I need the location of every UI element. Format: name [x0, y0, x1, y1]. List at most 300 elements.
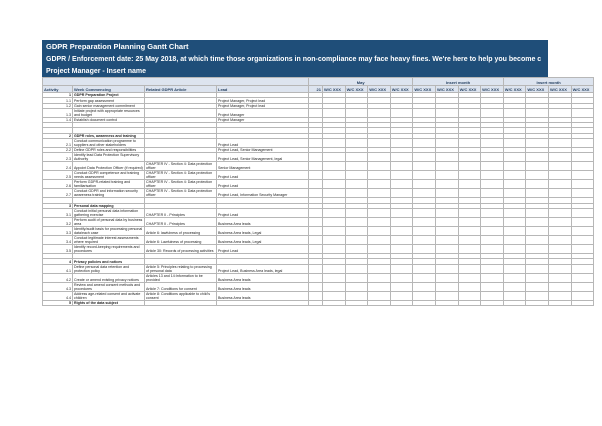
week-cell[interactable] — [413, 226, 436, 235]
task-lead[interactable]: Project Lead, Senior Management, legal — [217, 153, 309, 162]
week-cell[interactable] — [390, 226, 413, 235]
task-article[interactable]: CHAPTER II - Principles — [145, 208, 217, 217]
week-cell[interactable] — [548, 139, 571, 148]
week-cell[interactable] — [548, 291, 571, 300]
week-cell[interactable] — [435, 208, 458, 217]
task-lead[interactable]: Project Lead — [217, 171, 309, 180]
week-cell[interactable] — [458, 153, 481, 162]
task-number[interactable]: 3.4 — [43, 235, 73, 244]
task-activity[interactable]: Identify lead Data Protection Supervisory Authority — [73, 153, 145, 162]
task-article[interactable] — [145, 300, 217, 305]
week-cell[interactable] — [345, 180, 368, 189]
task-activity[interactable]: Review and amend consent methods and procedures — [73, 282, 145, 291]
task-lead[interactable]: Project Manager, Project lead — [217, 103, 309, 108]
task-article[interactable]: CHAPTER IV - Section 4: Data protection officer — [145, 171, 217, 180]
week-cell[interactable] — [345, 235, 368, 244]
week-cell[interactable] — [548, 282, 571, 291]
week-cell[interactable] — [309, 108, 323, 117]
week-cell[interactable] — [323, 189, 346, 198]
week-cell[interactable] — [526, 139, 549, 148]
task-activity[interactable]: Conduct initial personal data information gathering exercise — [73, 208, 145, 217]
week-cell[interactable] — [323, 300, 346, 305]
week-cell[interactable] — [548, 235, 571, 244]
week-cell[interactable] — [413, 273, 436, 282]
task-activity[interactable]: Conduct communication programme to suppliers and other stakeholders — [73, 139, 145, 148]
task-article[interactable]: Article 7: Conditions for consent — [145, 282, 217, 291]
week-cell[interactable] — [571, 273, 594, 282]
week-cell[interactable] — [368, 282, 391, 291]
week-cell[interactable] — [526, 300, 549, 305]
week-cell[interactable] — [571, 291, 594, 300]
week-cell[interactable] — [548, 189, 571, 198]
task-number[interactable]: 1 — [43, 93, 73, 98]
week-cell[interactable] — [345, 189, 368, 198]
task-number[interactable]: 3.5 — [43, 244, 73, 253]
week-cell[interactable] — [390, 189, 413, 198]
task-article[interactable]: Article 6: lawfulness of processing — [145, 226, 217, 235]
week-cell[interactable] — [435, 171, 458, 180]
table-row[interactable] — [43, 139, 594, 148]
week-cell[interactable] — [548, 171, 571, 180]
task-number[interactable]: 1.2 — [43, 103, 73, 108]
table-row[interactable] — [43, 162, 594, 171]
week-cell[interactable] — [548, 264, 571, 273]
week-cell[interactable] — [413, 244, 436, 253]
task-activity[interactable]: Perform GDPR-related training and familiarisation — [73, 180, 145, 189]
week-cell[interactable] — [458, 108, 481, 117]
week-cell[interactable] — [458, 282, 481, 291]
week-cell[interactable] — [503, 208, 526, 217]
task-number[interactable]: 3 — [43, 203, 73, 208]
week-cell[interactable] — [413, 235, 436, 244]
week-cell[interactable] — [368, 162, 391, 171]
week-cell[interactable] — [413, 264, 436, 273]
task-activity[interactable]: Initiate project with appropriate resources and budget — [73, 108, 145, 117]
week-cell[interactable] — [435, 153, 458, 162]
week-cell[interactable] — [345, 217, 368, 226]
week-cell[interactable] — [345, 139, 368, 148]
task-number[interactable]: 2 — [43, 133, 73, 138]
week-cell[interactable] — [435, 162, 458, 171]
task-activity[interactable]: Address age-related consent and activate children — [73, 291, 145, 300]
week-cell[interactable] — [368, 235, 391, 244]
week-cell[interactable] — [309, 139, 323, 148]
week-cell[interactable] — [458, 226, 481, 235]
week-cell[interactable] — [435, 139, 458, 148]
week-cell[interactable] — [345, 291, 368, 300]
week-cell[interactable] — [323, 153, 346, 162]
task-article[interactable]: Articles 13 and 14:Information to be provided — [145, 273, 217, 282]
week-cell[interactable] — [481, 171, 504, 180]
task-article[interactable]: CHAPTER IV - Section 4: Data protection officer — [145, 180, 217, 189]
week-cell[interactable] — [503, 153, 526, 162]
week-cell[interactable] — [526, 244, 549, 253]
task-activity[interactable]: Perform gap assessment — [73, 98, 145, 103]
week-cell[interactable] — [458, 180, 481, 189]
week-cell[interactable] — [481, 153, 504, 162]
table-row[interactable] — [43, 180, 594, 189]
week-cell[interactable] — [323, 171, 346, 180]
task-lead[interactable]: Business Area leads — [217, 273, 309, 282]
week-cell[interactable] — [413, 108, 436, 117]
week-cell[interactable] — [413, 300, 436, 305]
week-cell[interactable] — [345, 226, 368, 235]
week-cell[interactable] — [323, 226, 346, 235]
week-cell[interactable] — [309, 208, 323, 217]
week-cell[interactable] — [390, 108, 413, 117]
week-cell[interactable] — [435, 291, 458, 300]
week-cell[interactable] — [413, 217, 436, 226]
task-lead[interactable]: Project Manager, Project lead — [217, 98, 309, 103]
week-cell[interactable] — [345, 244, 368, 253]
week-cell[interactable] — [323, 264, 346, 273]
task-activity[interactable]: Define GDPR roles and responsibilities — [73, 148, 145, 153]
month-insert-2[interactable]: Insert month — [503, 78, 594, 86]
week-cell[interactable] — [571, 282, 594, 291]
project-manager-label[interactable]: Project Manager - Insert name — [42, 66, 548, 77]
task-number[interactable]: 4.4 — [43, 291, 73, 300]
task-lead[interactable]: Project Lead, Business Area leads, legal — [217, 264, 309, 273]
table-row[interactable] — [43, 300, 594, 305]
week-cell[interactable] — [345, 108, 368, 117]
week-cell[interactable] — [390, 180, 413, 189]
task-article[interactable]: Article 30: Records of processing activities — [145, 244, 217, 253]
task-number[interactable]: 3.3 — [43, 226, 73, 235]
task-number[interactable]: 2.1 — [43, 139, 73, 148]
task-article[interactable] — [145, 108, 217, 117]
week-cell[interactable] — [503, 180, 526, 189]
task-activity[interactable]: GDPR roles, awareness and training — [73, 133, 145, 138]
week-cell[interactable] — [309, 189, 323, 198]
week-cell[interactable] — [458, 171, 481, 180]
table-row[interactable] — [43, 282, 594, 291]
week-cell[interactable] — [323, 180, 346, 189]
week-cell[interactable] — [526, 162, 549, 171]
task-article[interactable]: CHAPTER IV - Section 4: Data protection officer — [145, 189, 217, 198]
task-lead[interactable]: Project Lead — [217, 244, 309, 253]
week-cell[interactable] — [309, 235, 323, 244]
week-cell[interactable] — [368, 139, 391, 148]
week-cell[interactable] — [368, 180, 391, 189]
week-cell[interactable] — [526, 264, 549, 273]
week-cell[interactable] — [571, 153, 594, 162]
week-cell[interactable] — [309, 264, 323, 273]
table-row[interactable] — [43, 226, 594, 235]
week-cell[interactable] — [481, 282, 504, 291]
task-number[interactable]: 4.1 — [43, 264, 73, 273]
task-lead[interactable]: Project Lead — [217, 208, 309, 217]
week-cell[interactable] — [526, 180, 549, 189]
week-cell[interactable] — [571, 171, 594, 180]
week-cell[interactable] — [458, 162, 481, 171]
week-cell[interactable] — [458, 208, 481, 217]
week-cell[interactable] — [323, 139, 346, 148]
table-row[interactable] — [43, 235, 594, 244]
week-cell[interactable] — [435, 273, 458, 282]
table-row[interactable] — [43, 189, 594, 198]
week-cell[interactable] — [390, 217, 413, 226]
week-cell[interactable] — [571, 226, 594, 235]
week-cell[interactable] — [481, 244, 504, 253]
task-activity[interactable]: Conduct GDPR and information security awareness training — [73, 189, 145, 198]
task-activity[interactable]: Perform audit of personal data by business area — [73, 217, 145, 226]
table-row[interactable] — [43, 244, 594, 253]
week-cell[interactable] — [503, 235, 526, 244]
week-cell[interactable] — [571, 235, 594, 244]
week-cell[interactable] — [526, 208, 549, 217]
week-cell[interactable] — [458, 264, 481, 273]
week-cell[interactable] — [309, 226, 323, 235]
week-cell[interactable] — [390, 139, 413, 148]
week-cell[interactable] — [323, 235, 346, 244]
week-cell[interactable] — [571, 162, 594, 171]
task-lead[interactable]: Project Lead — [217, 139, 309, 148]
week-cell[interactable] — [481, 300, 504, 305]
task-article[interactable]: CHAPTER IV - Section 4: Data protection officer — [145, 162, 217, 171]
week-cell[interactable] — [526, 171, 549, 180]
week-cell[interactable] — [323, 217, 346, 226]
week-cell[interactable] — [481, 273, 504, 282]
week-cell[interactable] — [390, 244, 413, 253]
task-activity[interactable]: Conduct GDPR competence and training needs assessment — [73, 171, 145, 180]
task-article[interactable]: Article 8: Conditions applicable to child's consent — [145, 291, 217, 300]
week-cell[interactable] — [503, 171, 526, 180]
week-cell[interactable] — [368, 153, 391, 162]
week-cell[interactable] — [435, 300, 458, 305]
week-cell[interactable] — [435, 282, 458, 291]
week-cell[interactable] — [323, 291, 346, 300]
week-cell[interactable] — [548, 180, 571, 189]
week-cell[interactable] — [345, 300, 368, 305]
week-cell[interactable] — [368, 300, 391, 305]
week-cell[interactable] — [526, 282, 549, 291]
week-cell[interactable] — [503, 273, 526, 282]
week-cell[interactable] — [503, 300, 526, 305]
week-cell[interactable] — [368, 291, 391, 300]
week-cell[interactable] — [413, 189, 436, 198]
week-cell[interactable] — [413, 171, 436, 180]
task-activity[interactable]: Gain senior management commitment — [73, 103, 145, 108]
table-row[interactable] — [43, 108, 594, 117]
week-cell[interactable] — [503, 189, 526, 198]
task-number[interactable]: 3.1 — [43, 208, 73, 217]
week-cell[interactable] — [503, 139, 526, 148]
week-cell[interactable] — [526, 217, 549, 226]
task-activity[interactable]: Personal data mapping — [73, 203, 145, 208]
task-number[interactable]: 2.6 — [43, 180, 73, 189]
week-cell[interactable] — [345, 264, 368, 273]
week-cell[interactable] — [413, 180, 436, 189]
week-cell[interactable] — [413, 291, 436, 300]
task-lead[interactable]: Business Area leads — [217, 291, 309, 300]
task-number[interactable]: 2.2 — [43, 148, 73, 153]
week-cell[interactable] — [548, 162, 571, 171]
week-cell[interactable] — [323, 108, 346, 117]
week-cell[interactable] — [548, 217, 571, 226]
task-article[interactable]: Article 6: Lawfulness of processing — [145, 235, 217, 244]
week-cell[interactable] — [309, 217, 323, 226]
week-cell[interactable] — [390, 162, 413, 171]
task-lead[interactable]: Business Area leads, Legal — [217, 226, 309, 235]
week-cell[interactable] — [435, 189, 458, 198]
week-cell[interactable] — [390, 282, 413, 291]
week-cell[interactable] — [413, 153, 436, 162]
task-activity[interactable]: Conduct legitimate interest assessments where required — [73, 235, 145, 244]
week-cell[interactable] — [345, 208, 368, 217]
task-lead[interactable] — [217, 300, 309, 305]
task-lead[interactable]: Senior Management — [217, 162, 309, 171]
week-cell[interactable] — [390, 208, 413, 217]
week-cell[interactable] — [458, 217, 481, 226]
week-cell[interactable] — [503, 226, 526, 235]
task-number[interactable]: 3.2 — [43, 217, 73, 226]
task-number[interactable]: 4.3 — [43, 282, 73, 291]
week-cell[interactable] — [390, 291, 413, 300]
week-cell[interactable] — [323, 162, 346, 171]
week-cell[interactable] — [390, 264, 413, 273]
week-cell[interactable] — [481, 235, 504, 244]
week-cell[interactable] — [481, 162, 504, 171]
week-cell[interactable] — [368, 217, 391, 226]
week-cell[interactable] — [548, 273, 571, 282]
week-cell[interactable] — [503, 108, 526, 117]
week-cell[interactable] — [526, 235, 549, 244]
week-cell[interactable] — [458, 300, 481, 305]
task-lead[interactable]: Project Manager — [217, 117, 309, 122]
week-cell[interactable] — [458, 235, 481, 244]
week-cell[interactable] — [390, 153, 413, 162]
task-activity[interactable]: Privacy policies and notices — [73, 259, 145, 264]
week-cell[interactable] — [435, 226, 458, 235]
week-cell[interactable] — [345, 162, 368, 171]
week-cell[interactable] — [458, 139, 481, 148]
week-cell[interactable] — [368, 108, 391, 117]
table-row[interactable] — [43, 171, 594, 180]
week-cell[interactable] — [571, 208, 594, 217]
week-cell[interactable] — [481, 226, 504, 235]
week-cell[interactable] — [481, 217, 504, 226]
task-lead[interactable]: Project Lead, Senior Management — [217, 148, 309, 153]
week-cell[interactable] — [571, 217, 594, 226]
week-cell[interactable] — [413, 282, 436, 291]
task-number[interactable]: 2.7 — [43, 189, 73, 198]
week-cell[interactable] — [323, 282, 346, 291]
week-cell[interactable] — [390, 273, 413, 282]
table-row[interactable] — [43, 217, 594, 226]
task-number[interactable]: 5 — [43, 300, 73, 305]
week-cell[interactable] — [413, 139, 436, 148]
week-cell[interactable] — [435, 244, 458, 253]
task-activity[interactable]: Create or amend existing privacy notices — [73, 273, 145, 282]
week-cell[interactable] — [345, 282, 368, 291]
task-number[interactable]: 4.2 — [43, 273, 73, 282]
task-article[interactable]: Article 5: Principles relating to processing of personal data — [145, 264, 217, 273]
week-cell[interactable] — [458, 273, 481, 282]
table-row[interactable] — [43, 264, 594, 273]
task-activity[interactable]: Identify/audit basis for processing personal data/each case — [73, 226, 145, 235]
week-cell[interactable] — [481, 291, 504, 300]
task-number[interactable]: 1.4 — [43, 117, 73, 122]
week-cell[interactable] — [458, 244, 481, 253]
week-cell[interactable] — [323, 273, 346, 282]
week-cell[interactable] — [481, 108, 504, 117]
task-lead[interactable]: Business Area leads — [217, 217, 309, 226]
week-cell[interactable] — [571, 139, 594, 148]
week-cell[interactable] — [368, 226, 391, 235]
task-number[interactable]: 1.1 — [43, 98, 73, 103]
task-lead[interactable]: Business Area leads — [217, 282, 309, 291]
task-lead[interactable]: Project Lead, Information Security Manager — [217, 189, 309, 198]
task-lead[interactable]: Project Manager — [217, 108, 309, 117]
week-cell[interactable] — [309, 282, 323, 291]
task-activity[interactable]: Establish document control — [73, 117, 145, 122]
week-cell[interactable] — [309, 300, 323, 305]
week-cell[interactable] — [345, 171, 368, 180]
week-cell[interactable] — [309, 273, 323, 282]
week-cell[interactable] — [571, 300, 594, 305]
week-cell[interactable] — [413, 208, 436, 217]
week-cell[interactable] — [368, 264, 391, 273]
week-cell[interactable] — [309, 171, 323, 180]
week-cell[interactable] — [323, 208, 346, 217]
week-cell[interactable] — [526, 108, 549, 117]
task-activity[interactable]: GDPR Preparation Project — [73, 93, 145, 98]
table-row[interactable] — [43, 273, 594, 282]
week-cell[interactable] — [368, 244, 391, 253]
week-cell[interactable] — [526, 189, 549, 198]
week-cell[interactable] — [309, 153, 323, 162]
table-row[interactable] — [43, 208, 594, 217]
week-cell[interactable] — [323, 244, 346, 253]
week-cell[interactable] — [548, 226, 571, 235]
week-cell[interactable] — [503, 282, 526, 291]
task-activity[interactable]: Rights of the data subject — [73, 300, 145, 305]
table-row[interactable] — [43, 153, 594, 162]
task-article[interactable]: CHAPTER II - Principles — [145, 217, 217, 226]
week-cell[interactable] — [548, 153, 571, 162]
week-cell[interactable] — [571, 244, 594, 253]
week-cell[interactable] — [435, 180, 458, 189]
week-cell[interactable] — [458, 291, 481, 300]
month-insert-1[interactable]: Insert month — [413, 78, 503, 86]
week-cell[interactable] — [309, 291, 323, 300]
week-cell[interactable] — [481, 180, 504, 189]
task-article[interactable] — [145, 153, 217, 162]
week-cell[interactable] — [435, 264, 458, 273]
task-article[interactable] — [145, 139, 217, 148]
week-cell[interactable] — [526, 273, 549, 282]
week-cell[interactable] — [345, 273, 368, 282]
week-cell[interactable] — [390, 300, 413, 305]
week-cell[interactable] — [571, 180, 594, 189]
week-cell[interactable] — [435, 217, 458, 226]
week-cell[interactable] — [503, 264, 526, 273]
week-cell[interactable] — [548, 208, 571, 217]
week-cell[interactable] — [548, 108, 571, 117]
week-cell[interactable] — [503, 162, 526, 171]
task-activity[interactable]: Define personal data retention and protection policy — [73, 264, 145, 273]
week-cell[interactable] — [481, 189, 504, 198]
week-cell[interactable] — [309, 162, 323, 171]
week-cell[interactable] — [481, 139, 504, 148]
week-cell[interactable] — [309, 244, 323, 253]
task-activity[interactable]: Appoint Data Protection Officer (if required) — [73, 162, 145, 171]
week-cell[interactable] — [435, 235, 458, 244]
week-cell[interactable] — [526, 226, 549, 235]
week-cell[interactable] — [526, 153, 549, 162]
week-cell[interactable] — [571, 108, 594, 117]
task-number[interactable]: 4 — [43, 259, 73, 264]
